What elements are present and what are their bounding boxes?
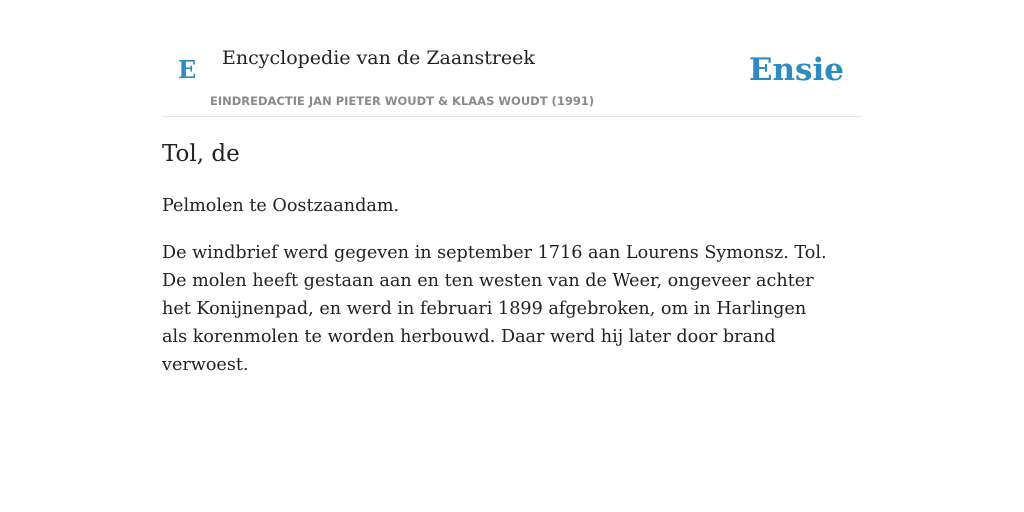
encyclopedia-logo-link[interactable]: E [178,55,197,84]
article-paragraph: De windbrief werd gegeven in september 1716 aan Lourens Symonsz. Tol. De molen heeft gestaan aan en ten westen van de Weer, ongeveer achter het Konijnenpad, en werd in februari 1899 afgebroken, om in Harlingen als korenmolen te worden herbouwd. Daar werd hij later door brand verwoest. [162,243,827,375]
entry-title: Tol, de [162,141,240,167]
article-paragraph: Pelmolen te Oostzaandam. [162,196,400,216]
encyclopedia-header [162,0,862,117]
editors-subtitle: EINDREDACTIE JAN PIETER WOUDT & KLAAS WOUDT (1991) [210,94,595,108]
ensie-brand-link[interactable]: Ensie [748,52,844,88]
article [162,136,842,379]
encyclopedia-title: Encyclopedie van de Zaanstreek [222,47,535,69]
